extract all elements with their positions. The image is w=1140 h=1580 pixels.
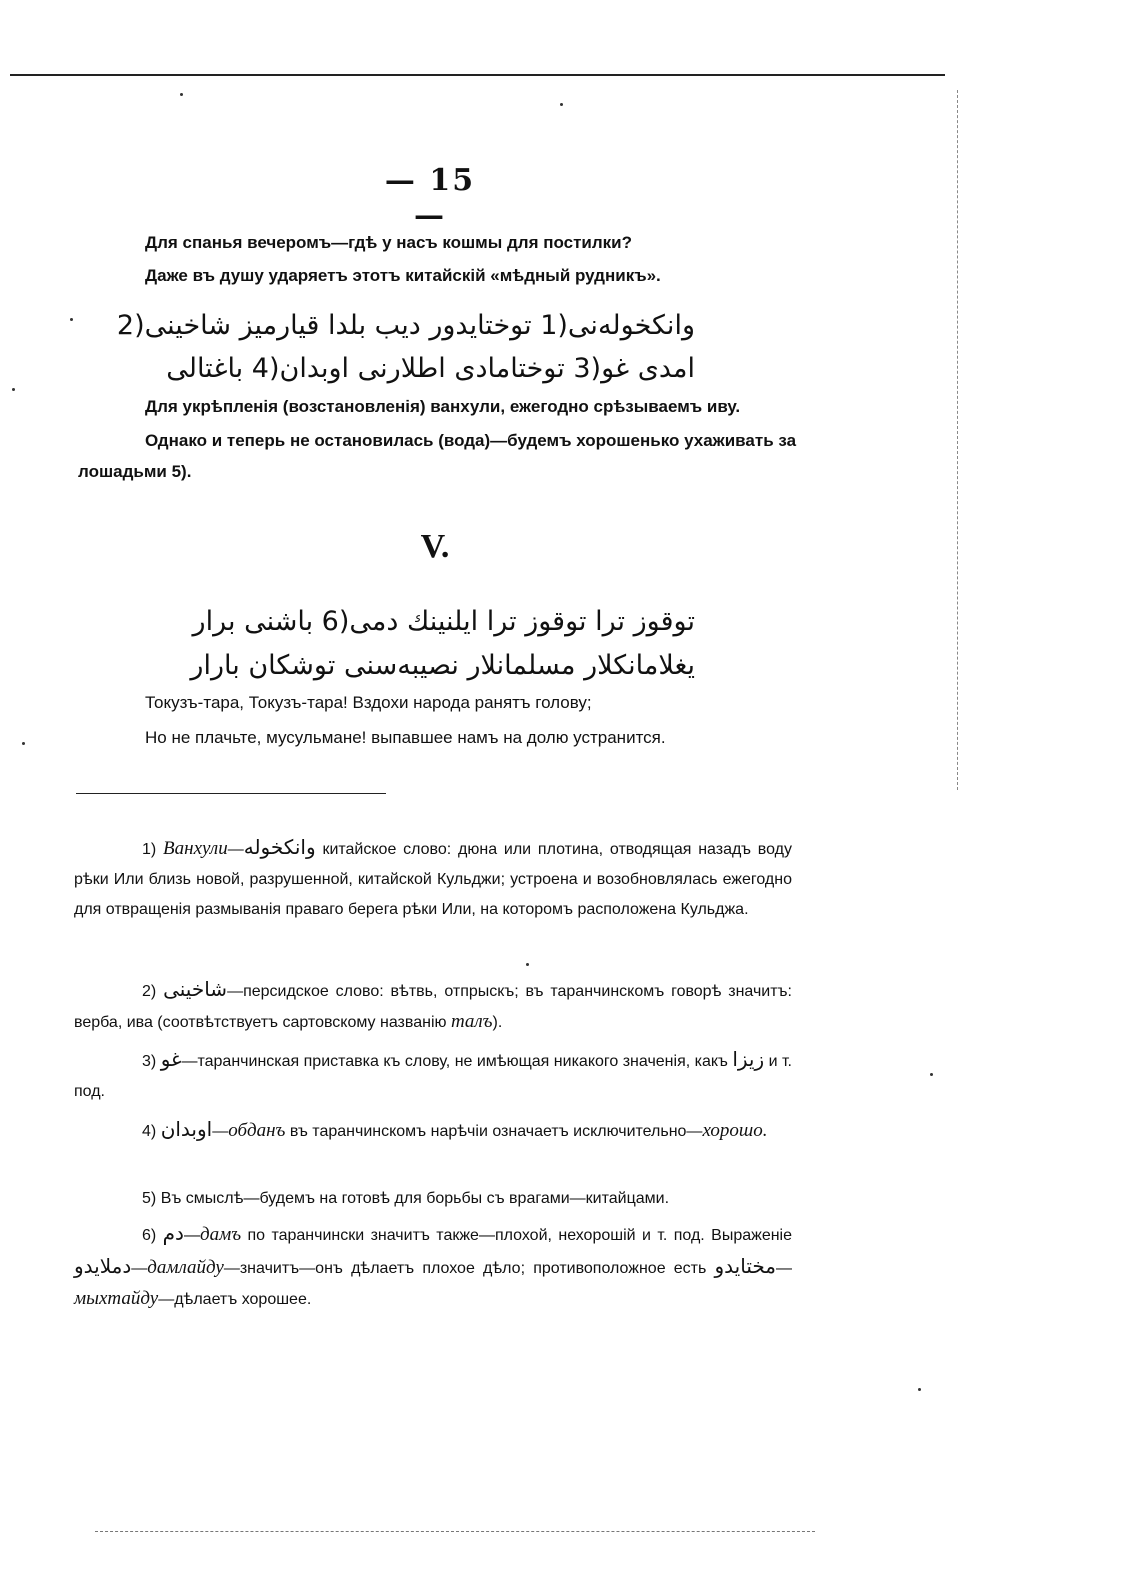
footnote-3-text-a: —таранчинская приставка къ слову, не имѣющая никакого значенія, какъ bbox=[181, 1053, 733, 1070]
footnote-3 bbox=[74, 1044, 792, 1107]
footnote-5-text: Въ смыслѣ—будемъ на готовѣ для борьбы съ врагами—китайцами. bbox=[160, 1190, 670, 1207]
footnote-6-arabic-c: مختایدو bbox=[714, 1254, 776, 1278]
footnote-4: 4) اوبدان—обданъ въ таранчинскомъ нарѣчіи означаетъ исключительно—хорошо. bbox=[142, 1117, 768, 1141]
footnote-6-text-c: —дѣлаетъ хорошее. bbox=[158, 1291, 312, 1308]
footnote-6-number: 6) bbox=[142, 1227, 157, 1244]
footnote-4-term: обданъ bbox=[228, 1120, 286, 1141]
footnote-6-arabic-b: دملایدو bbox=[74, 1254, 132, 1278]
footnote-2-term: талъ bbox=[450, 1011, 493, 1032]
footnote-1-number: 1) bbox=[142, 841, 157, 858]
footnote-6-text-b: —значитъ—онъ дѣлаетъ плохое дѣло; противоположное есть bbox=[223, 1260, 715, 1277]
footnote-1-arabic: وانکخوله bbox=[243, 835, 316, 859]
page-number: — 15 — bbox=[384, 163, 476, 233]
footnote-2 bbox=[74, 974, 792, 1038]
footnote-1-term: Ванхули bbox=[163, 838, 228, 859]
page-edge-shadow bbox=[957, 90, 958, 790]
translation-line-2: Однако и теперь не остановилась (вода)—будемъ хорошенько ухаживать за bbox=[145, 431, 797, 450]
scan-speck bbox=[180, 93, 183, 96]
footnote-1: 1) Ванхули—وانکخوله китайское слово: дюна или плотина, отводящая назадъ воду рѣки Или близь новой, разрушенной, китайской Кульджи; устроена и возобновлялась ежегодно для отвращенія размыванія праваго берега рѣки Или, на которомъ расположена Кульджа. bbox=[74, 835, 792, 918]
arabic-verse-line-3: توقوز ترا توقوز ترا ایلنینك دمی(6 باشنی برار bbox=[192, 606, 695, 637]
scan-speck bbox=[560, 103, 563, 106]
translation-line-3: лошадьми 5). bbox=[78, 462, 192, 481]
scan-speck bbox=[70, 318, 73, 321]
scan-speck bbox=[526, 963, 529, 966]
arabic-verse-line-2: امدی غو(3 توختامادی اطلارنی اوبدان(4 باغتالی bbox=[166, 353, 695, 384]
scan-speck bbox=[22, 742, 25, 745]
footnote-3-text-b: и т. под. bbox=[74, 1053, 792, 1100]
footnote-2-text-b: ). bbox=[492, 1014, 503, 1031]
footnote-6-term-c: мыхтайду bbox=[74, 1288, 159, 1309]
footnote-6-term: дамъ bbox=[199, 1224, 242, 1245]
footnote-6-term-b: дамлайду bbox=[147, 1257, 224, 1278]
footnote-6: 6) دم—дамъ по таранчински значитъ также—плохой, нехорошій и т. под. Выраженіе دملایدو—дамлайду—значитъ—онъ дѣлаетъ плохое дѣло; противоположное есть مختایدو—мыхтайду—дѣлаетъ хорошее. bbox=[74, 1221, 793, 1309]
scan-speck bbox=[918, 1388, 921, 1391]
translation-line-4: Токузъ-тара, Токузъ-тара! Вздохи народа ранятъ голову; bbox=[145, 693, 592, 712]
arabic-verse-line-4: یغلامانکلار مسلمانلار نصیبەسنی توشکان بارار bbox=[190, 650, 695, 681]
footnote-6-arabic: دم bbox=[162, 1221, 184, 1245]
poem-intro-line-1: Для спанья вечеромъ—гдѣ у насъ кошмы для постилки? bbox=[145, 233, 633, 252]
section-numeral: V. bbox=[420, 528, 450, 565]
poem-intro-line-2: Даже въ душу ударяетъ этотъ китайскій «мѣдный рудникъ». bbox=[145, 266, 661, 285]
footnote-6-text-a: по таранчински значитъ также—плохой, нехорошій и т. под. Выраженіе bbox=[241, 1227, 793, 1244]
arabic-verse-line-1: وانکخولەنی(1 توختایدور دیب بلدا قیارمیز شاخینی(2 bbox=[116, 310, 695, 341]
translation-line-1: Для укрѣпленія (возстановленія) ванхули, ежегодно срѣзываемъ иву. bbox=[145, 397, 741, 416]
footnote-2-arabic: شاخینی bbox=[163, 977, 228, 1001]
scan-speck bbox=[12, 388, 15, 391]
footnote-3-number: 3) bbox=[142, 1053, 157, 1070]
footnote-3-arabic-b: زیزا bbox=[732, 1047, 765, 1071]
footnote-5 bbox=[74, 1184, 792, 1214]
top-rule bbox=[10, 74, 945, 76]
footnote-4-term-b: хорошо. bbox=[702, 1120, 768, 1141]
scan-speck bbox=[930, 1073, 933, 1076]
footnote-5-number: 5) bbox=[142, 1190, 157, 1207]
bottom-scan-rule bbox=[95, 1531, 815, 1532]
translation-line-5: Но не плачьте, мусульмане! выпавшее намъ на долю устранится. bbox=[145, 728, 666, 747]
footnote-2-number: 2) bbox=[142, 983, 157, 1000]
footnote-1-text: китайское слово: дюна или плотина, отводящая назадъ воду рѣки Или близь новой, разрушенной, китайской Кульджи; устроена и возобновлялась ежегодно для отвращенія размыванія праваго берега рѣки Или, на которомъ расположена Кульджа. bbox=[74, 841, 792, 918]
footnote-3-arabic: غو bbox=[160, 1047, 182, 1071]
footnote-4-number: 4) bbox=[142, 1123, 157, 1140]
footnote-4-arabic: اوبدان bbox=[160, 1117, 213, 1141]
footnote-rule bbox=[76, 793, 386, 794]
footnote-2-text-a: —персидское слово: вѣтвь, отпрыскъ; въ таранчинскомъ говорѣ значитъ: верба, ива (соотвѣтствуетъ сартовскому названію bbox=[74, 983, 793, 1031]
footnote-4-text-a: въ таранчинскомъ нарѣчіи означаетъ исключительно— bbox=[285, 1123, 703, 1140]
